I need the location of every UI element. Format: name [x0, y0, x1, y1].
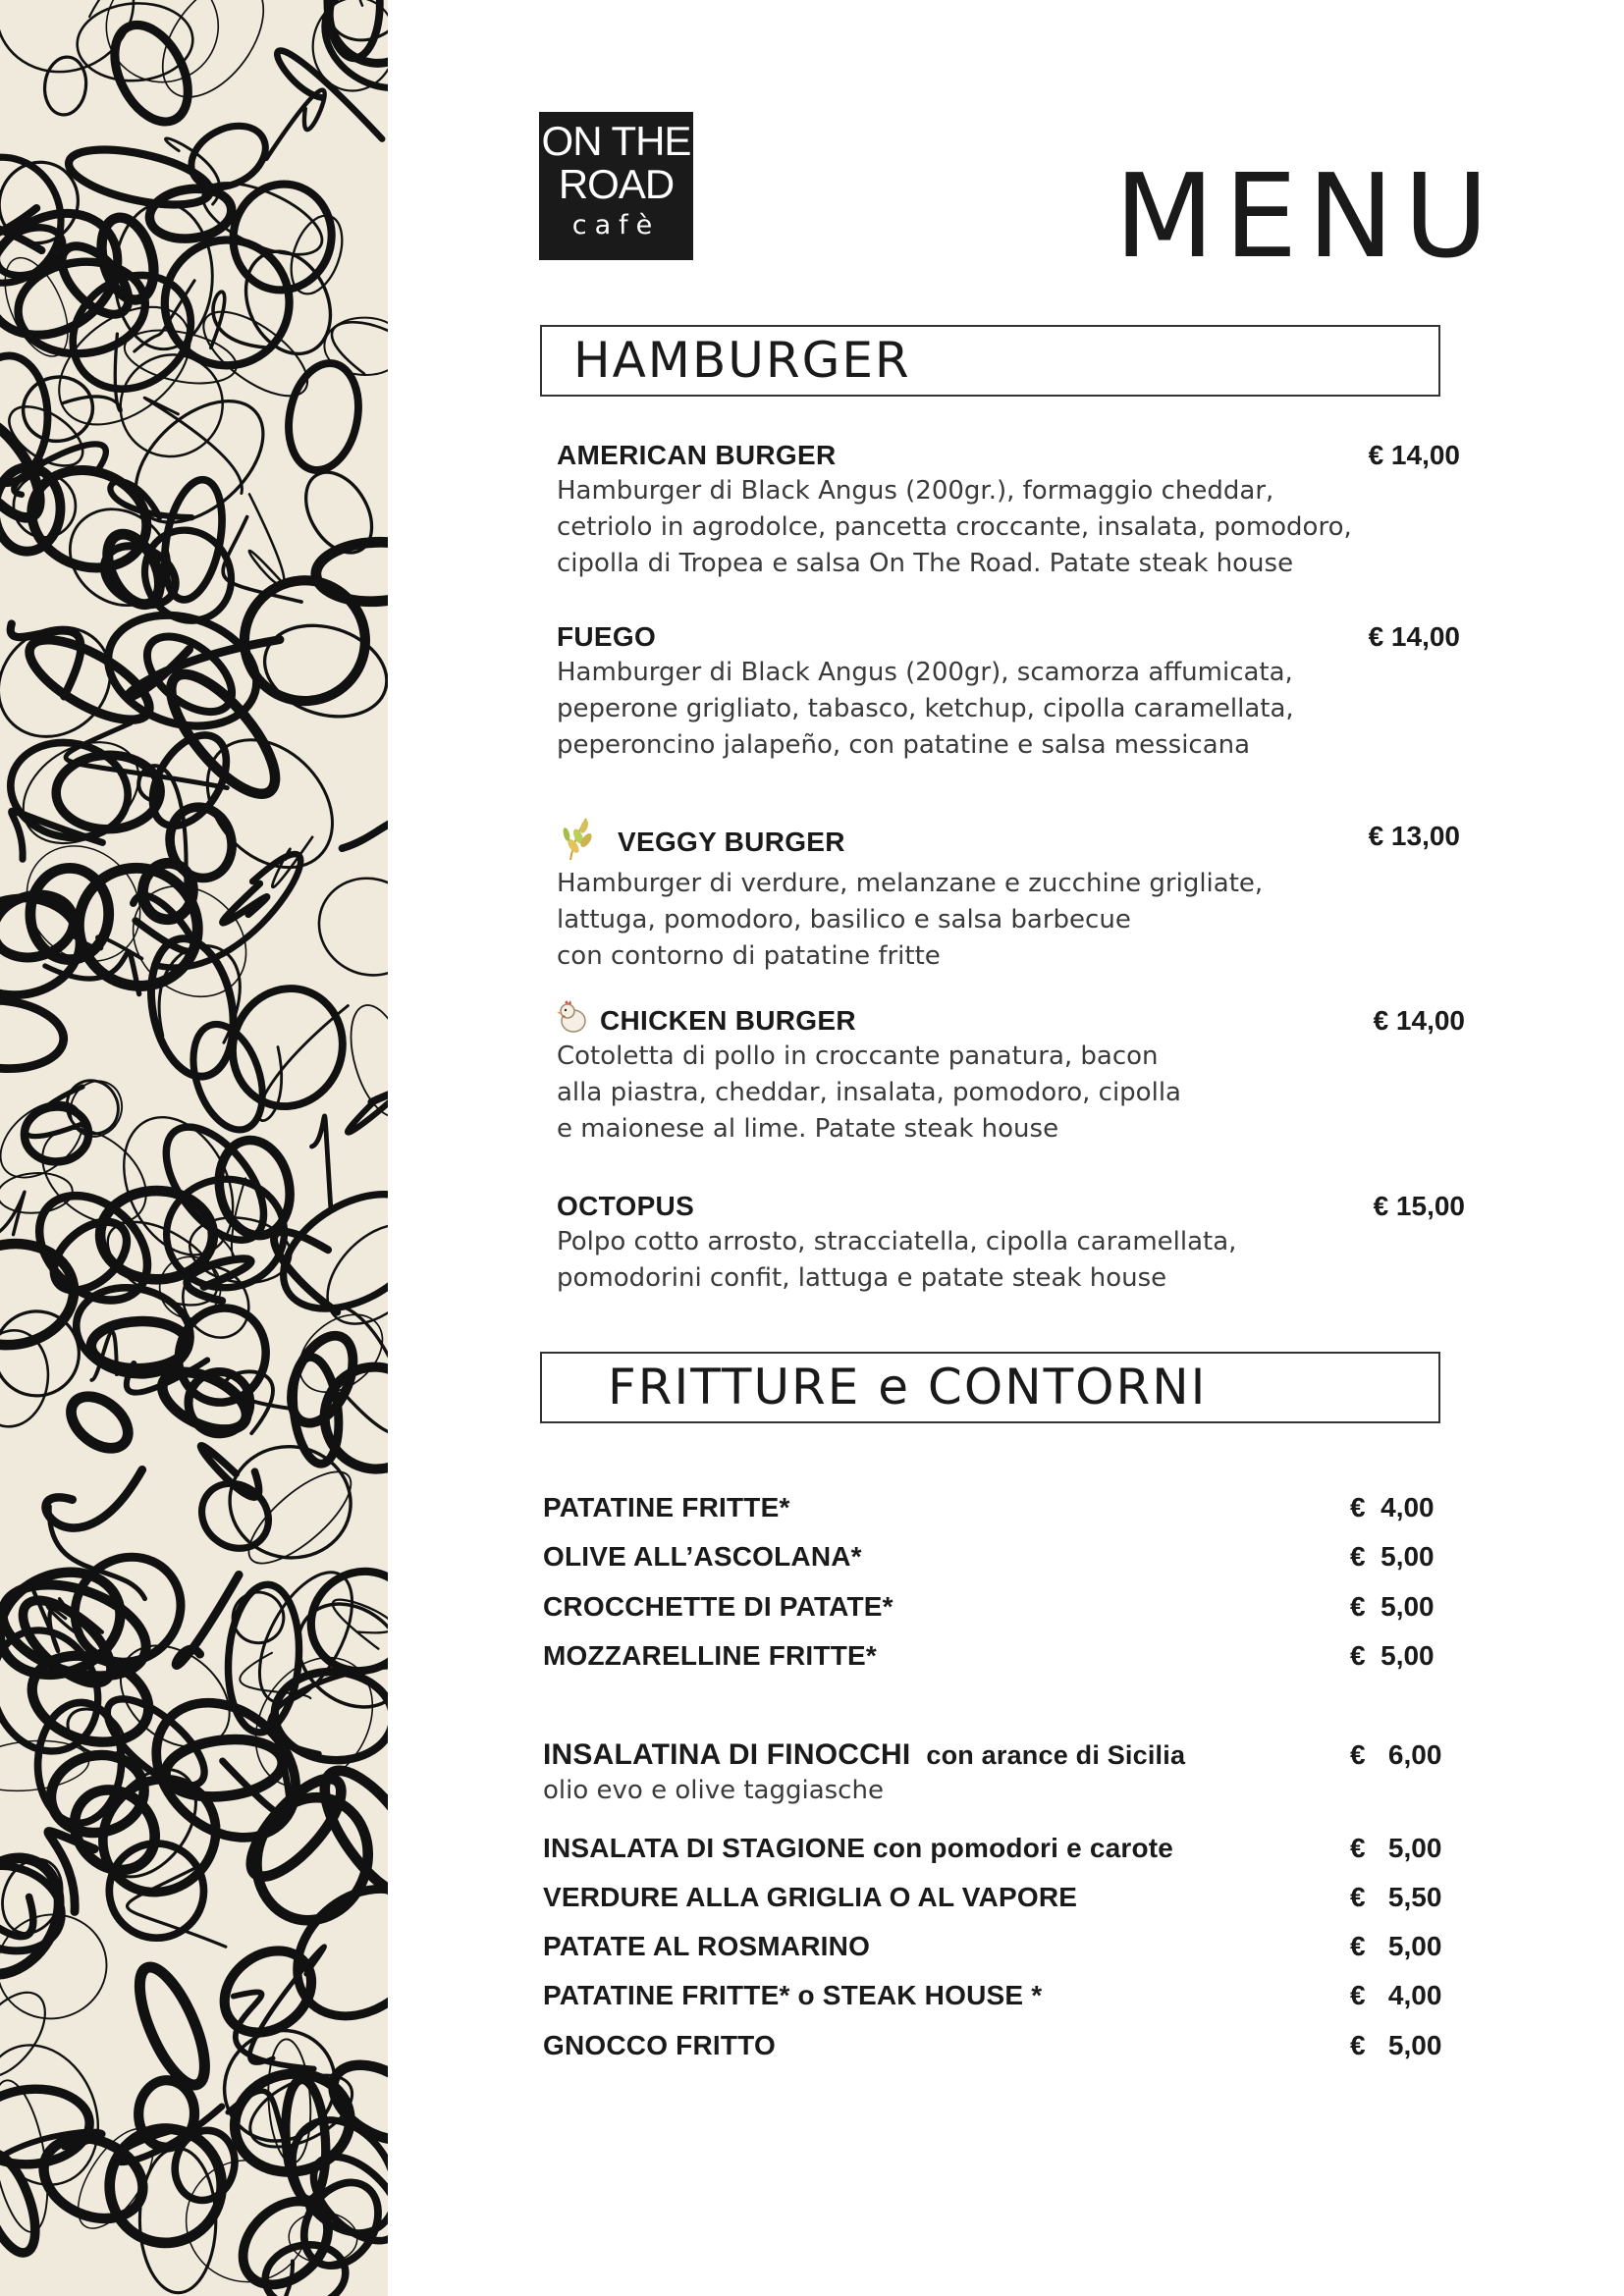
- item-price: € 5,50: [1350, 1882, 1442, 1912]
- item-name: VEGGY BURGER: [618, 827, 845, 857]
- list-item: [543, 1587, 1466, 1627]
- item-price: € 5,00: [1350, 1591, 1435, 1622]
- item-price: € 6,00: [1350, 1739, 1442, 1770]
- menu-item-veggy-burger: [557, 819, 1460, 975]
- item-name-extra: con arance di Sicilia: [926, 1740, 1186, 1770]
- item-name: OLIVE ALL’ASCOLANA*: [543, 1541, 862, 1572]
- item-price: € 14,00: [1368, 621, 1460, 652]
- item-description-line: peperone grigliato, tabasco, ketchup, cipolla caramellata,: [557, 694, 1294, 723]
- menu-item-chicken-burger: [557, 1003, 1465, 1148]
- item-name: PATATE AL ROSMARINO: [543, 1931, 871, 1961]
- item-name: CROCCHETTE DI PATATE*: [543, 1591, 893, 1622]
- item-price: € 14,00: [1373, 1005, 1465, 1036]
- item-description-line: lattuga, pomodoro, basilico e salsa barbecue: [557, 905, 1131, 934]
- list-item: [543, 1735, 1466, 1814]
- page-title: MENU: [1114, 148, 1499, 284]
- list-item: [543, 1488, 1466, 1527]
- item-price: € 5,00: [1350, 2030, 1442, 2060]
- item-price: € 5,00: [1350, 1931, 1442, 1961]
- item-description-line: Polpo cotto arrosto, stracciatella, cipolla caramellata,: [557, 1227, 1237, 1256]
- section-header-fritture-contorni: [540, 1352, 1440, 1423]
- item-description-line: peperoncino jalapeño, con patatine e salsa messicana: [557, 730, 1251, 760]
- list-item: [543, 2026, 1466, 2065]
- list-item: [543, 1829, 1466, 1868]
- cafe-logo: [539, 112, 693, 260]
- item-price: € 5,00: [1350, 1541, 1435, 1572]
- item-price: € 4,00: [1350, 1492, 1435, 1522]
- item-name: MOZZARELLINE FRITTE*: [543, 1640, 877, 1671]
- item-price: € 14,00: [1368, 440, 1460, 470]
- item-price: € 4,00: [1350, 1980, 1442, 2010]
- item-price: € 15,00: [1373, 1191, 1465, 1221]
- item-name: PATATINE FRITTE* o STEAK HOUSE *: [543, 1980, 1043, 2010]
- menu-item-fuego: [557, 619, 1460, 764]
- item-description-line: cipolla di Tropea e salsa On The Road. Patate steak house: [557, 549, 1294, 578]
- item-description-line: Hamburger di Black Angus (200gr), scamorza affumicata,: [557, 658, 1293, 687]
- list-item: [543, 1878, 1466, 1917]
- item-description-line: Hamburger di verdure, melanzane e zucchine grigliate,: [557, 869, 1264, 898]
- item-name: FUEGO: [557, 621, 657, 652]
- section-title: HAMBURGER: [573, 332, 911, 389]
- list-item: [543, 1636, 1466, 1676]
- logo-line-2: ROAD: [558, 161, 675, 207]
- item-description-line: Hamburger di Black Angus (200gr.), formaggio cheddar,: [557, 476, 1274, 506]
- item-description-line: con contorno di patatine fritte: [557, 941, 941, 971]
- item-name: GNOCCO FRITTO: [543, 2030, 776, 2060]
- item-name: INSALATA DI STAGIONE con pomodori e carote: [543, 1833, 1174, 1863]
- item-name: PATATINE FRITTE*: [543, 1492, 790, 1522]
- item-price: € 5,00: [1350, 1833, 1442, 1863]
- item-price: € 5,00: [1350, 1640, 1435, 1671]
- swirl-pattern-icon: [0, 0, 388, 2296]
- item-name: OCTOPUS: [557, 1191, 695, 1221]
- menu-item-octopus: [557, 1189, 1465, 1297]
- item-name: VERDURE ALLA GRIGLIA O AL VAPORE: [543, 1882, 1078, 1912]
- item-price: € 13,00: [1368, 821, 1460, 851]
- chicken-icon: [557, 999, 588, 1035]
- item-name: INSALATINA DI FINOCCHI: [543, 1738, 911, 1771]
- section-title: FRITTURE e CONTORNI: [608, 1359, 1208, 1415]
- item-name: CHICKEN BURGER: [600, 1005, 856, 1036]
- logo-line-1: ON THE: [541, 118, 691, 164]
- section-header-hamburger: [540, 325, 1440, 397]
- list-item: [543, 1537, 1466, 1576]
- menu-item-american-burger: [557, 438, 1460, 582]
- decorative-pattern-strip: [0, 0, 388, 2296]
- item-description-line: e maionese al lime. Patate steak house: [557, 1114, 1059, 1144]
- item-description-line: pomodorini confit, lattuga e patate steak house: [557, 1263, 1167, 1293]
- item-description-line: alla piastra, cheddar, insalata, pomodoro, cipolla: [557, 1078, 1181, 1107]
- wheat-icon: [557, 815, 604, 862]
- list-item: [543, 1976, 1466, 2015]
- item-description-line: cetriolo in agrodolce, pancetta croccante, insalata, pomodoro,: [557, 512, 1352, 542]
- list-item: [543, 1927, 1466, 1966]
- item-name: AMERICAN BURGER: [557, 440, 837, 470]
- item-description-line: Cotoletta di pollo in croccante panatura, bacon: [557, 1041, 1159, 1071]
- item-description-line: olio evo e olive taggiasche: [543, 1776, 884, 1805]
- logo-line-3: cafè: [571, 210, 661, 240]
